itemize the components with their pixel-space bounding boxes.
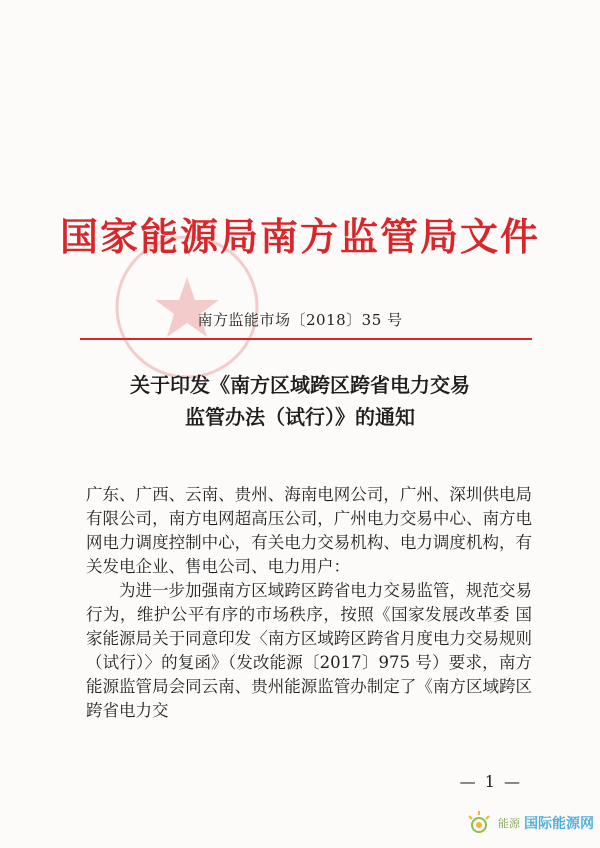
- document-number: 南方监能市场〔2018〕35 号: [197, 311, 403, 329]
- watermark-text-a: 能源: [498, 817, 520, 830]
- recipients-paragraph: 广东、广西、云南、贵州、海南电网公司，广州、深圳供电局有限公司，南方电网超高压公司，广州电力交易中心、南方电网电力调度控制中心，有关电力交易机构、电力调度机构，有关发电企业、售电公司、电力用户：: [86, 485, 532, 576]
- notice-title: [0, 369, 600, 433]
- title-line-2: 监管办法（试行）》的通知: [185, 405, 415, 429]
- notice-body: [86, 483, 532, 723]
- watermark-text-b: 国际能源网: [524, 816, 594, 832]
- watermark: [464, 806, 594, 840]
- body-paragraph: 为进一步加强南方区域跨区跨省电力交易监管，规范交易行为，维护公平有序的市场秩序，按照《国家发展改革委 国家能源局关于同意印发〈南方区域跨区跨省月度电力交易规则（试行）〉的复函》（发改能源〔2017〕975 号）要求，南方能源监管局会同云南、贵州能源监管办制定了《南方区域跨区跨省电力交: [86, 581, 532, 720]
- page-number: — 1 —: [459, 772, 522, 791]
- title-line-1: 关于印发《南方区域跨区跨省电力交易: [130, 373, 470, 397]
- document-header: 国家能源局南方监管局文件: [59, 214, 540, 259]
- sun-logo-icon: [464, 808, 494, 838]
- red-divider-line: [80, 338, 532, 340]
